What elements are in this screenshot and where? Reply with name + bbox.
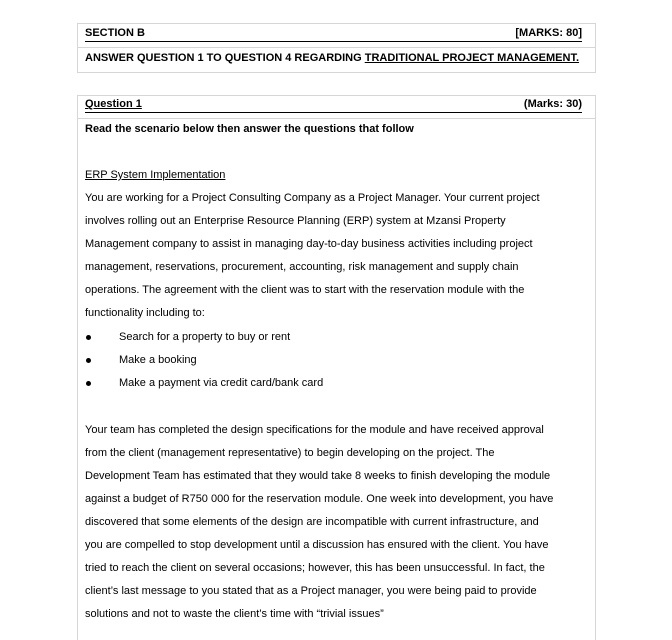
section-instruction-topic: TRADITIONAL PROJECT MANAGEMENT. — [364, 52, 580, 64]
section-instruction-prefix: ANSWER QUESTION 1 TO QUESTION 4 REGARDING — [85, 52, 365, 64]
paragraph2-line: discovered that some elements of the design are incompatible with current infrastructure, and — [85, 516, 539, 528]
bullet-item: Make a payment via credit card/bank card — [119, 377, 324, 389]
bullet-icon — [86, 358, 91, 363]
paragraph1-line: involves rolling out an Enterprise Resource Planning (ERP) system at Mzansi Property — [85, 215, 506, 227]
paragraph2-line: client’s last message to you stated that as a Project manager, you were being paid to provide — [85, 585, 537, 597]
paragraph2-line: from the client (management representative) to begin developing on the project. The — [85, 447, 495, 459]
section-title: SECTION B — [85, 27, 145, 39]
paragraph2-line: Development Team has estimated that they would take 8 weeks to finish developing the module — [85, 470, 551, 482]
paragraph2-line: Your team has completed the design specifications for the module and have received approval — [85, 424, 544, 436]
section-title-row — [85, 26, 582, 42]
paragraph1-line: operations. The agreement with the client was to start with the reservation module with the — [85, 284, 525, 296]
paragraph1-line: Management company to assist in managing day-to-day business activities including project — [85, 238, 533, 250]
question-marks: (Marks: 30) — [523, 98, 582, 110]
bullet-item: Search for a property to buy or rent — [119, 331, 291, 343]
paragraph1-line: functionality including to: — [85, 307, 205, 319]
section-marks: [MARKS: 80] — [515, 27, 582, 39]
bullet-item: Make a booking — [119, 354, 197, 366]
paragraph2-line: solutions and not to waste the client’s time with “trivial issues” — [85, 608, 384, 620]
section-divider — [77, 47, 596, 48]
bullet-icon — [86, 381, 91, 386]
paragraph2-line: tried to reach the client on several occasions; however, this has been unsuccessful. In fact, the — [85, 562, 545, 574]
question-instruction: Read the scenario below then answer the questions that follow — [85, 123, 414, 135]
paragraph2-line: you are compelled to stop development until a discussion has ensured with the client. You have — [85, 539, 549, 551]
paragraph1-line: management, reservations, procurement, accounting, risk management and supply chain — [85, 261, 519, 273]
question-divider — [77, 118, 596, 119]
paragraph1-line: You are working for a Project Consulting Company as a Project Manager. Your current project — [85, 192, 540, 204]
question-title-row — [85, 97, 582, 113]
question-title: Question 1 — [85, 98, 142, 110]
case-title: ERP System Implementation — [85, 169, 226, 181]
bullet-icon — [86, 335, 91, 340]
section-instruction — [85, 50, 579, 66]
paragraph2-line: against a budget of R750 000 for the reservation module. One week into development, you have — [85, 493, 554, 505]
